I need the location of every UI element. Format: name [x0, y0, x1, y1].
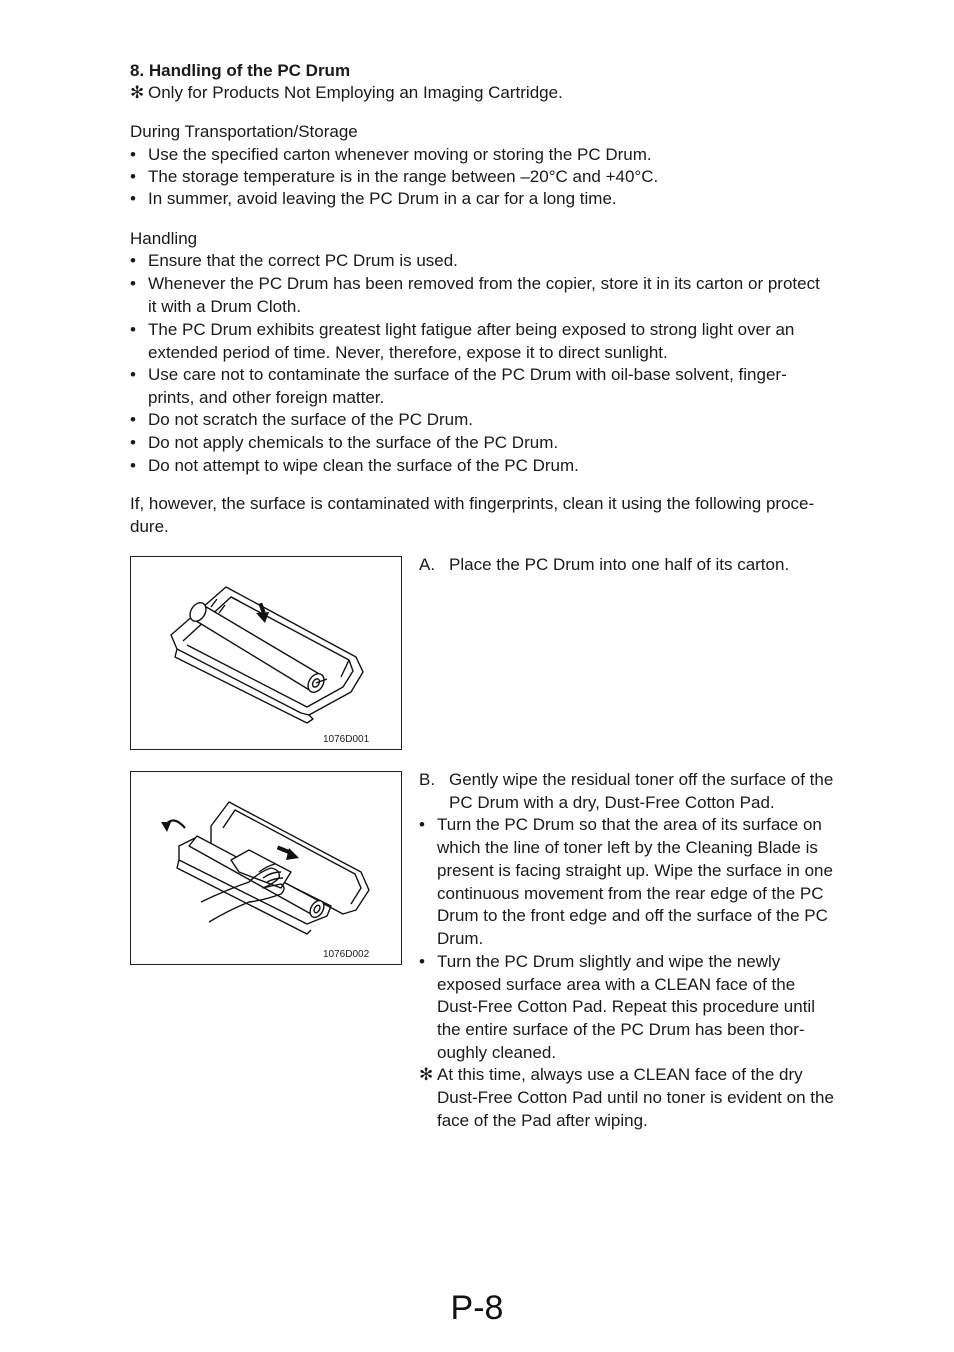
list-item-text: oughly cleaned. [437, 1043, 557, 1062]
step-text: PC Drum with a dry, Dust-Free Cotton Pad. [449, 793, 775, 812]
list-item-text: Turn the PC Drum so that the area of its surface on [437, 815, 822, 834]
step-letter: A. [419, 555, 436, 574]
list-item-text: it with a Drum Cloth. [148, 297, 302, 316]
drum-carton-illustration [131, 557, 401, 749]
list-item-text: Dust-Free Cotton Pad. Repeat this procedure until [437, 997, 815, 1016]
bullet-icon: • [130, 410, 136, 429]
asterisk-icon: ✻ [419, 1065, 434, 1084]
list-item-text: present is facing straight up. Wipe the surface in one [437, 861, 833, 880]
list-item-text: Do not apply chemicals to the surface of the PC Drum. [148, 433, 559, 452]
bullet-icon: • [130, 320, 136, 339]
step-b [419, 768, 869, 1138]
list-item-text: the entire surface of the PC Drum has been thor- [437, 1020, 805, 1039]
intro-line-2: dure. [130, 517, 169, 536]
list-item-text: In summer, avoid leaving the PC Drum in a car for a long time. [148, 189, 617, 208]
list-item-text: Use the specified carton whenever moving or storing the PC Drum. [148, 145, 652, 164]
asterisk-icon: ✻ [130, 83, 145, 102]
list-item-text: prints, and other foreign matter. [148, 388, 385, 407]
bullet-icon: • [130, 274, 136, 293]
note-text: Dust-Free Cotton Pad until no toner is evident on the [437, 1088, 834, 1107]
handling-heading: Handling [130, 229, 198, 248]
transport-list [130, 143, 870, 213]
bullet-icon: • [130, 145, 136, 164]
handling-list [130, 249, 870, 479]
bullet-icon: • [130, 167, 136, 186]
step-text: Gently wipe the residual toner off the surface of the [449, 770, 834, 789]
section-note [130, 81, 563, 104]
bullet-icon: • [130, 456, 136, 475]
list-item-text: continuous movement from the rear edge of the PC [437, 884, 824, 903]
list-item-text: Do not attempt to wipe clean the surface of the PC Drum. [148, 456, 579, 475]
transport-heading: During Transportation/Storage [130, 122, 358, 141]
bullet-icon: • [130, 251, 136, 270]
figure-wipe-drum [130, 771, 402, 965]
figure-code: 1076D001 [323, 734, 370, 745]
list-item-text: The storage temperature is in the range between –20°C and +40°C. [148, 167, 659, 186]
list-item-text: which the line of toner left by the Cleaning Blade is [437, 838, 818, 857]
list-item-text: Ensure that the correct PC Drum is used. [148, 251, 458, 270]
bullet-icon: • [419, 815, 425, 834]
list-item-text: Use care not to contaminate the surface of the PC Drum with oil-base solvent, finger- [148, 365, 787, 384]
bullet-icon: • [419, 952, 425, 971]
figure-code: 1076D002 [323, 949, 370, 960]
intro-line-1: If, however, the surface is contaminated with fingerprints, clean it using the following proce- [130, 494, 815, 513]
step-text: Place the PC Drum into one half of its carton. [449, 555, 790, 574]
list-item-text: exposed surface area with a CLEAN face of the [437, 975, 796, 994]
step-letter: B. [419, 770, 436, 789]
section-note-text: Only for Products Not Employing an Imaging Cartridge. [148, 83, 563, 102]
note-text: face of the Pad after wiping. [437, 1111, 648, 1130]
page-number: P-8 [450, 1289, 504, 1327]
list-item-text: Do not scratch the surface of the PC Drum. [148, 410, 474, 429]
step-a [419, 553, 859, 577]
list-item-text: The PC Drum exhibits greatest light fatigue after being exposed to strong light over an [148, 320, 795, 339]
bullet-icon: • [130, 189, 136, 208]
figure-drum-in-carton [130, 556, 402, 750]
list-item-text: Whenever the PC Drum has been removed from the copier, store it in its carton or protect [148, 274, 820, 293]
bullet-icon: • [130, 365, 136, 384]
list-item-text: Drum to the front edge and off the surface of the PC [437, 906, 828, 925]
list-item-text: Turn the PC Drum slightly and wipe the newly [437, 952, 781, 971]
note-text: At this time, always use a CLEAN face of the dry [437, 1065, 803, 1084]
list-item-text: extended period of time. Never, therefore, expose it to direct sunlight. [148, 343, 668, 362]
bullet-icon: • [130, 433, 136, 452]
section-title: 8. Handling of the PC Drum [130, 61, 351, 80]
wipe-drum-illustration [131, 772, 401, 964]
list-item-text: Drum. [437, 929, 484, 948]
